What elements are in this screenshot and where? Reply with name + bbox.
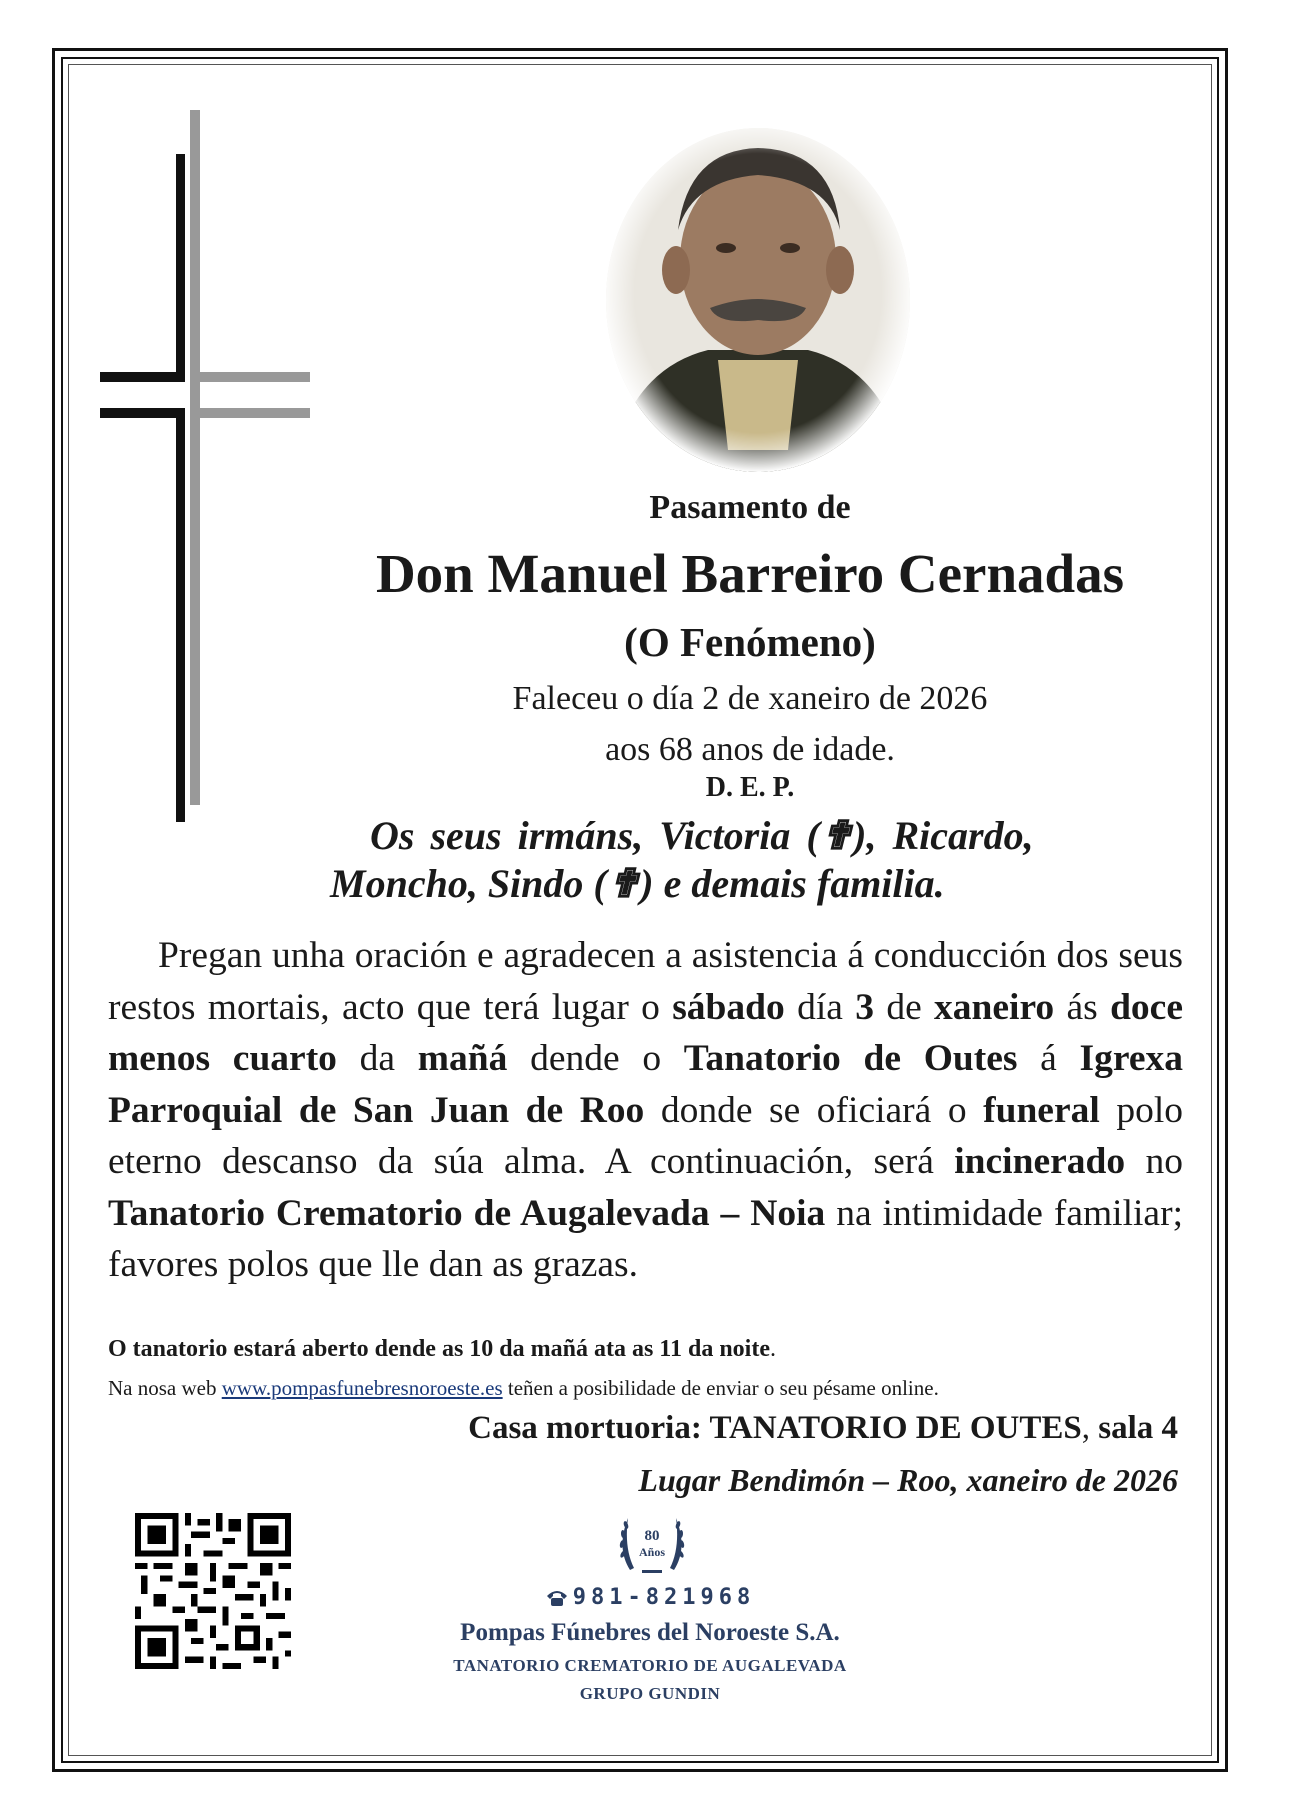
badge-text: Años (638, 1545, 666, 1559)
deceased-nickname: (O Fenómeno) (624, 619, 876, 665)
company-name: Pompas Fúnebres del Noroeste S.A. (460, 1619, 840, 1646)
tanatorio-hours (108, 1336, 776, 1363)
body-bold-segment: xaneiro (934, 986, 1055, 1028)
body-text-segment: polo eterno descanso da súa alma. A continuación, será (108, 1089, 1183, 1182)
notice-heading: Pasamento de (649, 489, 851, 526)
service-paragraph (108, 930, 1183, 1291)
qr-code[interactable] (135, 1513, 291, 1669)
tanatorio-hours-end: . (770, 1336, 776, 1362)
badge-number: 80 (644, 1528, 660, 1544)
cross-icon (100, 110, 310, 870)
body-bold-segment: doce menos cuarto (108, 986, 1183, 1079)
website-link[interactable]: www.pompasfunebresnoroeste.es (221, 1376, 503, 1400)
casa-separator: , (1081, 1410, 1090, 1446)
web-line (108, 1376, 939, 1401)
laurel-badge (612, 1508, 692, 1580)
body-bold-segment: Tanatorio Crematorio de Augalevada – Noia (108, 1192, 826, 1234)
casa-mortuoria (468, 1410, 1178, 1447)
body-text-segment: de (874, 986, 935, 1028)
age-line: aos 68 anos de idade. (605, 731, 895, 768)
death-date: Faleceu o día 2 de xaneiro de 2026 (512, 680, 988, 717)
place-date: Lugar Bendimón – Roo, xaneiro de 2026 (638, 1462, 1178, 1498)
body-text-segment: día (784, 986, 856, 1028)
body-text-segment: donde se oficiará o (644, 1089, 984, 1131)
group-name: GRUPO GUNDIN (579, 1684, 721, 1703)
family-line-1: Os seus irmáns, Victoria (✟), Ricardo, (370, 813, 1034, 858)
rip-text: D. E. P. (705, 772, 795, 803)
body-text-segment: á (1017, 1038, 1080, 1079)
body-text-segment: ás (1054, 986, 1111, 1028)
body-bold-segment: funeral (983, 1089, 1100, 1131)
body-text-segment: da (336, 1038, 418, 1079)
body-bold-segment: sábado (672, 986, 785, 1028)
body-text-segment: dende o (507, 1038, 684, 1079)
body-bold-segment: Igrexa Parroquial de San Juan de Roo (108, 1038, 1183, 1131)
casa-label: Casa mortuoria: TANATORIO DE OUTES (468, 1410, 1082, 1446)
crematorio-name: TANATORIO CREMATORIO DE AUGALEVADA (453, 1656, 847, 1675)
casa-sala: sala 4 (1089, 1410, 1178, 1446)
body-text-segment: Pregan unha oración e agradecen a asistencia á conducción dos seus restos mortais, acto que terá lugar o (108, 935, 1183, 1028)
body-bold-segment: 3 (855, 986, 874, 1028)
body-bold-segment: incinerado (954, 1141, 1126, 1182)
body-text-segment: na intimidade familiar; favores polos que lle dan as grazas. (108, 1192, 1183, 1285)
deceased-name: Don Manuel Barreiro Cernadas (375, 543, 1125, 604)
web-suffix: teñen a posibilidade de enviar o seu pésame online. (502, 1376, 939, 1400)
body-bold-segment: mañá (417, 1038, 508, 1079)
family-line-2: Moncho, Sindo (✟) e demais familia. (330, 861, 945, 906)
body-bold-segment: Tanatorio de Outes (683, 1038, 1018, 1079)
tanatorio-hours-text: O tanatorio estará aberto dende as 10 da mañá ata as 11 da noite (108, 1336, 770, 1362)
portrait-photo (598, 120, 918, 475)
phone-icon (545, 1588, 569, 1608)
body-text-segment: no (1125, 1141, 1184, 1182)
phone-line[interactable] (320, 1585, 980, 1610)
phone-number: 981-821968 (572, 1585, 756, 1610)
web-prefix: Na nosa web (108, 1376, 222, 1400)
